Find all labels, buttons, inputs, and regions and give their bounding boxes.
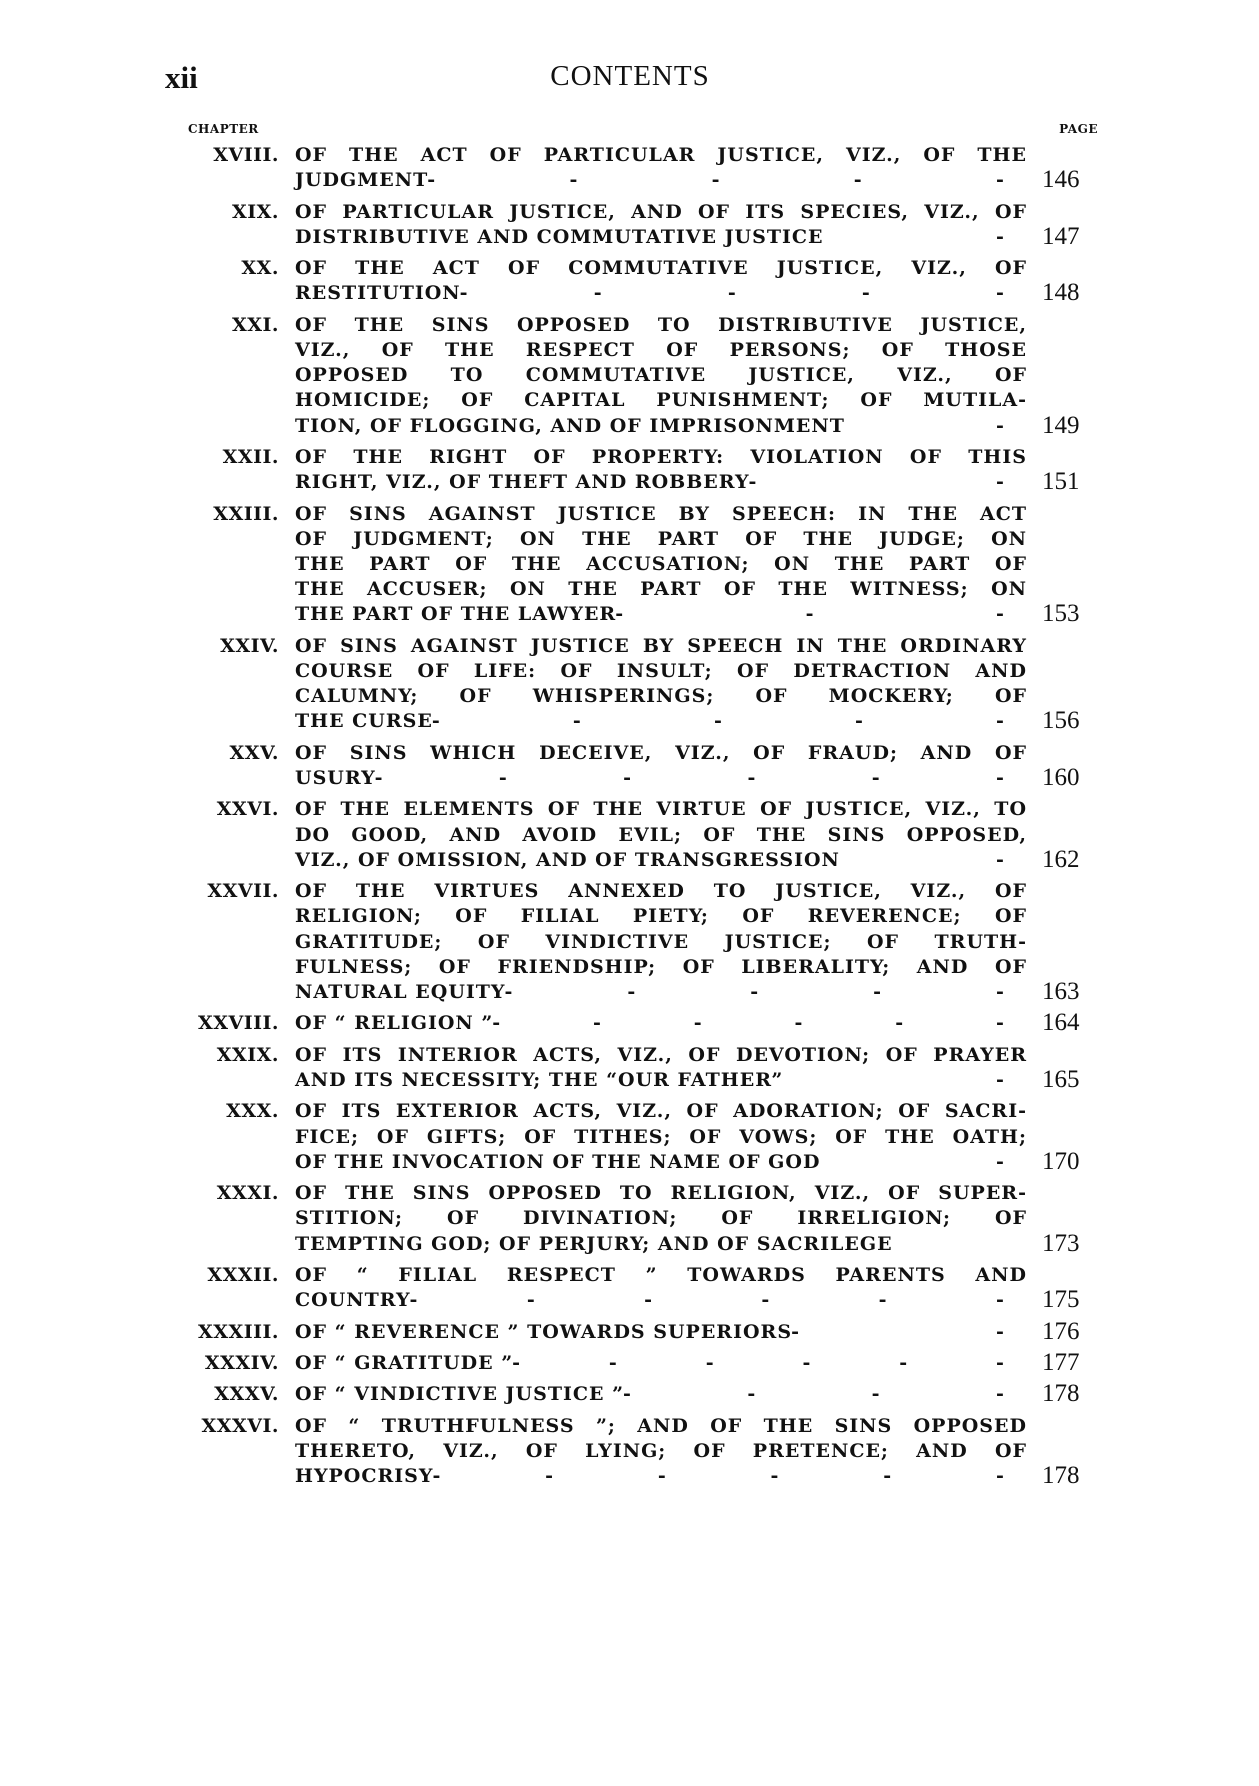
chapter-title-line: OF THE INVOCATION OF THE NAME OF GOD - — [326, 1150, 1027, 1175]
chapter-title — [295, 1043, 1027, 1093]
chapter-column-heading: CHAPTER — [188, 122, 259, 136]
chapter-title-line: RELIGION; OF FILIAL PIETY; OF REVERENCE; OF — [295, 905, 1027, 928]
page-number: 175 — [1042, 1286, 1080, 1314]
page-number: 148 — [1042, 279, 1080, 307]
chapter-title-line: THE ACCUSER; ON THE PART OF THE WITNESS; ON — [295, 578, 1027, 601]
chapter-title-line: DO GOOD, AND AVOID EVIL; OF THE SINS OPPOSED, — [295, 823, 1027, 846]
chapter-title-line: OF “ GRATITUDE ” - - - - - - — [326, 1351, 1027, 1376]
chapter-number: XIX. — [232, 200, 279, 223]
dot-leader: - - - - - - — [374, 767, 1005, 789]
chapter-number: XXVIII. — [197, 1012, 279, 1035]
dot-leader: - — [996, 1069, 1005, 1091]
chapter-title-line: OF “ FILIAL RESPECT ” TOWARDS PARENTS AND — [295, 1264, 1027, 1286]
chapter-number: XXV. — [229, 741, 279, 764]
page-number: 156 — [1042, 707, 1080, 735]
dot-leader: - - - - - - — [432, 1465, 1005, 1488]
chapter-title — [295, 634, 1027, 735]
chapter-title-line: OF “ VINDICTIVE JUSTICE ” - - - - — [326, 1382, 1027, 1407]
dot-leader: - - - - — [623, 1383, 1005, 1406]
chapter-title-line: OF JUDGMENT; ON THE PART OF THE JUDGE; ON — [295, 527, 1027, 550]
page-number: 153 — [1042, 600, 1080, 628]
chapter-title-line: OF THE VIRTUES ANNEXED TO JUSTICE, VIZ., OF — [295, 880, 1027, 903]
chapter-title — [295, 200, 1027, 250]
chapter-title-line: TEMPTING GOD; OF PERJURY; AND OF SACRILEGE — [295, 1232, 893, 1255]
page-folio: xii — [165, 60, 198, 95]
page-number: 176 — [1042, 1317, 1080, 1345]
chapter-title — [295, 256, 1027, 306]
chapter-title — [295, 313, 1027, 439]
chapter-title-line: HYPOCRISY - - - - - - — [326, 1464, 1027, 1489]
chapter-title-line: GRATITUDE; OF VINDICTIVE JUSTICE; OF TRUTH- — [295, 930, 1027, 953]
chapter-title — [295, 1382, 1027, 1407]
chapter-title-line: FICE; OF GIFTS; OF TITHES; OF VOWS; OF THE OATH; — [295, 1125, 1027, 1148]
chapter-title-line: OF “ TRUTHFULNESS ”; AND OF THE SINS OPPOSED — [295, 1414, 1027, 1437]
chapter-title — [295, 143, 1027, 193]
chapter-title — [295, 1414, 1027, 1490]
page-header — [160, 60, 1100, 100]
dot-leader: - - - - - - — [409, 1289, 1005, 1312]
chapter-title-line: OF ITS EXTERIOR ACTS, VIZ., OF ADORATION; OF SACRI- — [295, 1100, 1027, 1123]
chapter-title-line: NATURAL EQUITY - - - - - — [326, 980, 1027, 1005]
page-number: 149 — [1042, 411, 1080, 439]
chapter-title-line: USURY - - - - - - — [326, 766, 1027, 791]
chapter-number: XXXI. — [216, 1182, 279, 1205]
page-number: 164 — [1042, 1009, 1080, 1037]
chapter-title — [295, 741, 1027, 791]
chapter-number: XXXV. — [214, 1383, 279, 1406]
chapter-title-line: THERETO, VIZ., OF LYING; OF PRETENCE; AND OF — [295, 1440, 1027, 1462]
chapter-number: XXVII. — [207, 880, 279, 903]
page-number: 178 — [1042, 1462, 1080, 1490]
chapter-number: XVIII. — [213, 144, 279, 166]
chapter-title-line: COURSE OF LIFE: OF INSULT; OF DETRACTION AND — [295, 660, 1027, 682]
running-title: CONTENTS — [550, 60, 710, 92]
page-column-heading: PAGE — [1059, 122, 1098, 136]
page-number: 162 — [1042, 845, 1080, 873]
dot-leader: - - - - - — [427, 169, 1005, 192]
dot-leader: - — [996, 414, 1005, 437]
chapter-title-line: CALUMNY; OF WHISPERINGS; OF MOCKERY; OF — [295, 685, 1027, 708]
chapter-title-line: THE CURSE - - - - - — [326, 709, 1027, 734]
chapter-number: XXI. — [232, 313, 279, 336]
page-number: 177 — [1042, 1349, 1080, 1376]
chapter-title-line: OF “ RELIGION ” - - - - - - — [326, 1011, 1027, 1036]
chapter-title — [295, 1099, 1027, 1175]
chapter-number: XXIII. — [213, 502, 279, 525]
chapter-title-line: OF THE SINS OPPOSED TO RELIGION, VIZ., OF SUPER- — [295, 1182, 1027, 1205]
chapter-title-line: OF SINS WHICH DECEIVE, VIZ., OF FRAUD; AND OF — [295, 741, 1027, 764]
chapter-title — [295, 1263, 1027, 1313]
chapter-number: XXVI. — [216, 798, 279, 821]
chapter-title-line: RIGHT, VIZ., OF THEFT AND ROBBERY - - — [326, 470, 1027, 495]
chapter-title-line: OF “ REVERENCE ” TOWARDS SUPERIORS - - — [326, 1320, 1027, 1345]
chapter-title-line: THE PART OF THE LAWYER - - - — [326, 602, 1027, 627]
chapter-title-line: OF THE ELEMENTS OF THE VIRTUE OF JUSTICE, VIZ., TO — [295, 798, 1027, 821]
chapter-title-line: OF SINS AGAINST JUSTICE BY SPEECH: IN THE ACT — [295, 502, 1027, 525]
chapter-title — [295, 445, 1027, 495]
chapter-title — [295, 502, 1027, 628]
page-number: 173 — [1042, 1229, 1080, 1257]
chapter-number: XXIX. — [216, 1043, 279, 1066]
page-number: 165 — [1042, 1065, 1080, 1093]
page-number: 178 — [1042, 1380, 1080, 1408]
chapter-title-line: OF THE SINS OPPOSED TO DISTRIBUTIVE JUSTICE, — [295, 313, 1027, 336]
chapter-title-line: OF SINS AGAINST JUSTICE BY SPEECH IN THE ORDINARY — [295, 634, 1027, 657]
chapter-title — [295, 1351, 1027, 1376]
page-number: 160 — [1042, 763, 1080, 791]
chapter-title-line: COUNTRY - - - - - - — [326, 1288, 1027, 1313]
chapter-number: XXXVI. — [201, 1414, 279, 1437]
chapter-title-line: FULNESS; OF FRIENDSHIP; OF LIBERALITY; AND OF — [295, 955, 1027, 978]
chapter-title — [295, 879, 1027, 1005]
page-number: 147 — [1042, 222, 1080, 250]
chapter-number: XXIV. — [220, 634, 279, 657]
dot-leader: - — [996, 1150, 1005, 1173]
dot-leader: - - - - - — [504, 981, 1005, 1003]
chapter-title-line: AND ITS NECESSITY; THE “OUR FATHER” - — [326, 1068, 1027, 1093]
page-number: 151 — [1042, 468, 1080, 496]
chapter-title-line: RESTITUTION - - - - - — [326, 281, 1027, 306]
chapter-title-line: HOMICIDE; OF CAPITAL PUNISHMENT; OF MUTILA- — [295, 389, 1027, 412]
page-number: 170 — [1042, 1147, 1080, 1175]
chapter-number: XXXIV. — [204, 1352, 279, 1374]
chapter-title-line: VIZ., OF THE RESPECT OF PERSONS; OF THOSE — [295, 339, 1027, 361]
chapter-title — [295, 1181, 1027, 1257]
dot-leader: - - - - - - — [492, 1012, 1005, 1035]
dot-leader: - - — [791, 1320, 1005, 1343]
dot-leader: - - - - - - — [512, 1352, 1005, 1374]
page-number: 163 — [1042, 977, 1080, 1005]
chapter-number: XXXIII. — [197, 1320, 279, 1343]
chapter-title-line: OPPOSED TO COMMUTATIVE JUSTICE, VIZ., OF — [295, 364, 1027, 387]
dot-leader: - - - - - — [459, 282, 1005, 305]
dot-leader: - — [996, 225, 1005, 248]
dot-leader: - - - - - — [431, 710, 1005, 733]
chapter-title-line: OF THE RIGHT OF PROPERTY: VIOLATION OF THIS — [295, 446, 1027, 468]
chapter-title-line: STITION; OF DIVINATION; OF IRRELIGION; OF — [295, 1207, 1027, 1230]
chapter-title-line: JUDGMENT - - - - - — [326, 168, 1027, 193]
chapter-title-line: VIZ., OF OMISSION, AND OF TRANSGRESSION - — [326, 848, 1027, 873]
chapter-title-line: OF PARTICULAR JUSTICE, AND OF ITS SPECIES, VIZ., OF — [295, 200, 1027, 223]
dot-leader: - - — [748, 471, 1005, 494]
chapter-number: XXII. — [222, 446, 279, 468]
chapter-title-line: TION, OF FLOGGING, AND OF IMPRISONMENT - — [326, 414, 1027, 439]
chapter-number: XXXII. — [207, 1264, 279, 1286]
dot-leader: - - - — [615, 603, 1005, 626]
column-headings — [188, 122, 1098, 140]
chapter-title-line: THE PART OF THE ACCUSATION; ON THE PART OF — [295, 553, 1027, 575]
chapter-title-line: OF THE ACT OF COMMUTATIVE JUSTICE, VIZ., OF — [295, 257, 1027, 280]
chapter-number: XX. — [241, 257, 279, 280]
chapter-number: XXX. — [226, 1100, 279, 1123]
chapter-title — [295, 1320, 1027, 1345]
chapter-title — [295, 1011, 1027, 1036]
chapter-title-line: DISTRIBUTIVE AND COMMUTATIVE JUSTICE - — [326, 225, 1027, 250]
chapter-title — [295, 797, 1027, 873]
chapter-title-line: OF ITS INTERIOR ACTS, VIZ., OF DEVOTION; OF PRAYER — [295, 1043, 1027, 1066]
dot-leader: - — [996, 848, 1005, 871]
page-number: 146 — [1042, 166, 1080, 194]
chapter-title-line: OF THE ACT OF PARTICULAR JUSTICE, VIZ., OF THE — [295, 144, 1027, 166]
